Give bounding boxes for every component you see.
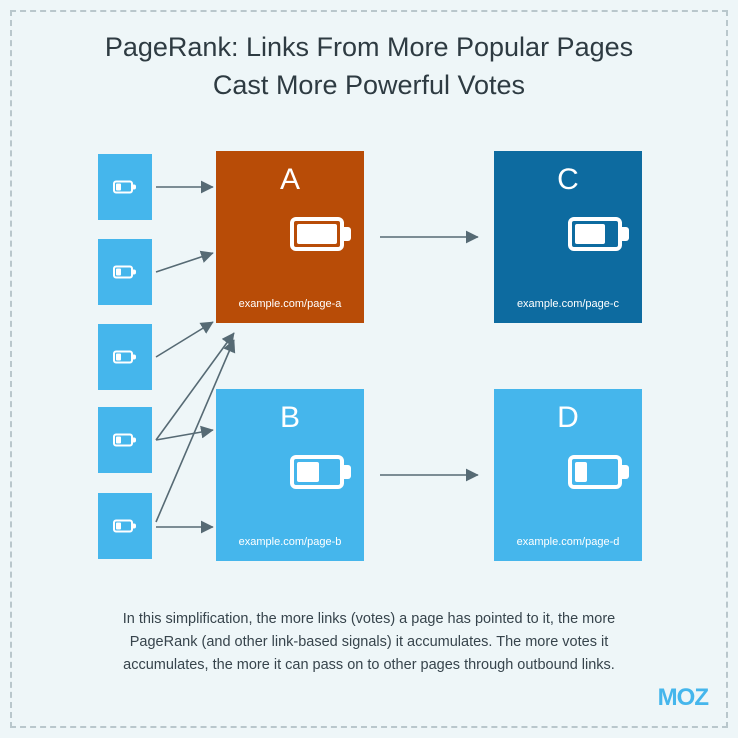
page-url-c: example.com/page-c xyxy=(516,298,620,310)
page-letter-b: B xyxy=(279,401,300,434)
page-box-c[interactable] xyxy=(494,151,642,323)
page-letter-d: D xyxy=(557,401,579,434)
moz-logo: MOZ xyxy=(657,684,708,711)
page-url-b: example.com/page-b xyxy=(238,536,342,548)
page-box-d[interactable] xyxy=(494,389,642,561)
page-url-a: example.com/page-a xyxy=(238,298,342,310)
battery-icon xyxy=(113,351,137,364)
title-line-1: PageRank: Links From More Popular Pages xyxy=(104,32,634,62)
source-box-2[interactable] xyxy=(98,239,152,305)
page-letter-c: C xyxy=(557,163,579,196)
battery-icon xyxy=(113,520,137,533)
source-box-1[interactable] xyxy=(98,154,152,220)
caption-line-1: In this simplification, the more links (votes) a page has pointed to it, the more xyxy=(122,611,616,627)
source-box-3[interactable] xyxy=(98,324,152,390)
page-url-d: example.com/page-d xyxy=(516,536,620,548)
source-box-5[interactable] xyxy=(98,493,152,559)
title-line-2: Cast More Powerful Votes xyxy=(212,70,526,100)
battery-icon xyxy=(113,181,137,194)
battery-icon xyxy=(113,266,137,279)
page-title xyxy=(49,28,689,104)
page-box-b[interactable] xyxy=(216,389,364,561)
source-box-4[interactable] xyxy=(98,407,152,473)
page-box-a[interactable] xyxy=(216,151,364,323)
caption-line-2: PageRank (and other link-based signals) it accumulates. The more votes it xyxy=(129,634,609,650)
caption-line-3: accumulates, the more it can pass on to other pages through outbound links. xyxy=(123,657,615,673)
page-letter-a: A xyxy=(279,163,300,196)
battery-icon xyxy=(113,434,137,447)
caption xyxy=(60,608,678,677)
